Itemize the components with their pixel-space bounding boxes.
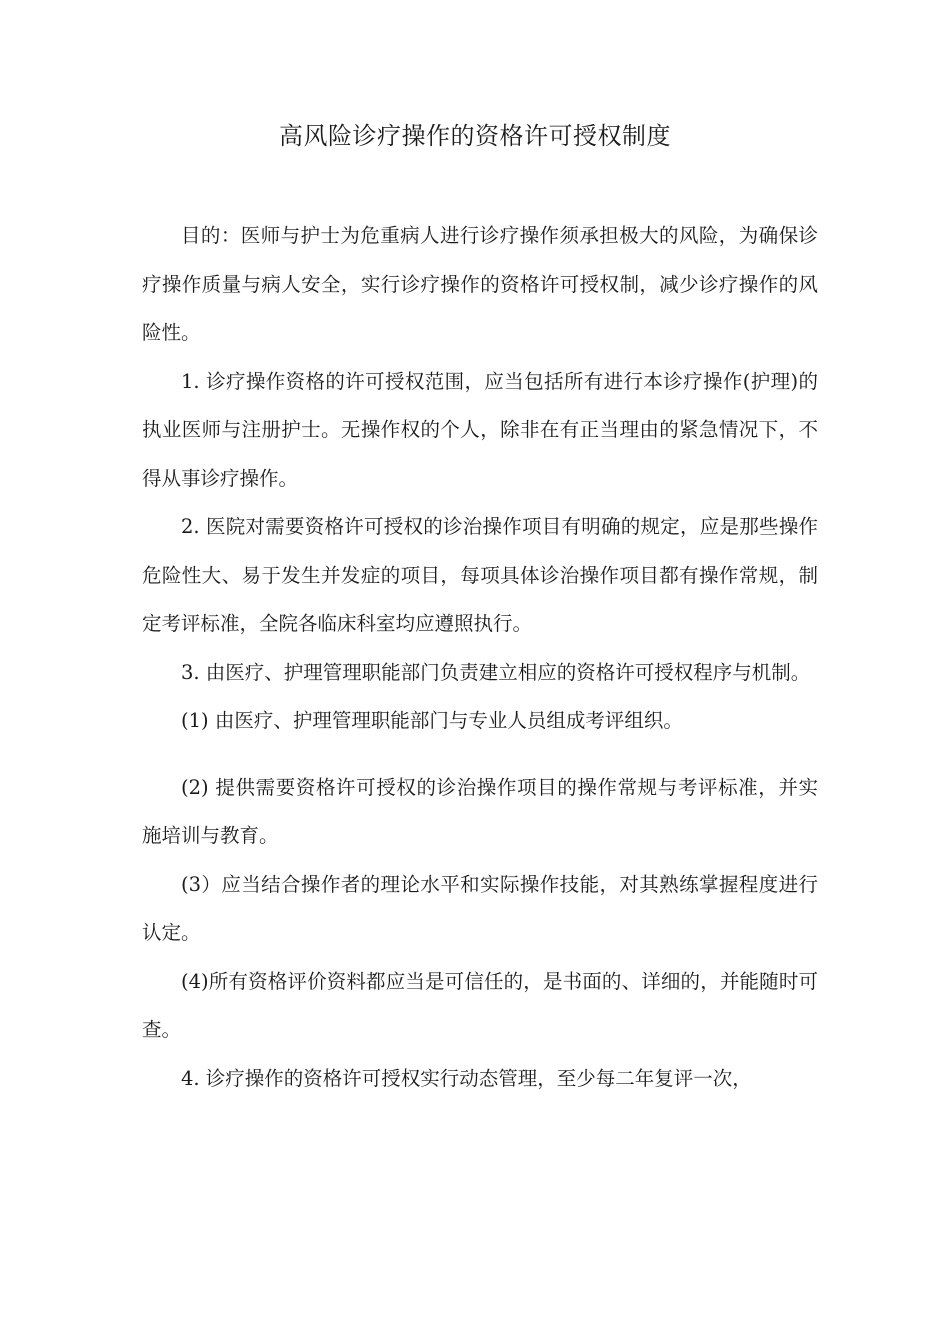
clause-3-2-paragraph: (2) 提供需要资格许可授权的诊治操作项目的操作常规与考评标准，并实施培训与教育。 <box>142 775 818 847</box>
clause-3-3-paragraph: (3）应当结合操作者的理论水平和实际操作技能，对其熟练掌握程度进行认定。 <box>142 872 818 944</box>
clause-1-paragraph: 1. 诊疗操作资格的许可授权范围，应当包括所有进行本诊疗操作(护理)的执业医师与注册护士。无操作权的个人，除非在有正当理由的紧急情况下，不得从事诊疗操作。 <box>142 369 818 490</box>
document-body <box>142 212 818 1103</box>
clause-4-paragraph: 4. 诊疗操作的资格许可授权实行动态管理，至少每二年复评一次， <box>181 1066 752 1090</box>
clause-3-4-paragraph: (4)所有资格评价资料都应当是可信任的，是书面的、详细的，并能随时可查。 <box>142 969 818 1041</box>
document-title: 高风险诊疗操作的资格许可授权制度 <box>279 122 671 150</box>
purpose-paragraph: 目的：医师与护士为危重病人进行诊疗操作须承担极大的风险，为确保诊疗操作质量与病人安全，实行诊疗操作的资格许可授权制，减少诊疗操作的风险性。 <box>142 224 818 344</box>
clause-3-1-paragraph: (1) 由医疗、护理管理职能部门与专业人员组成考评组织。 <box>181 709 683 732</box>
clause-2-paragraph: 2. 医院对需要资格许可授权的诊治操作项目有明确的规定，应是那些操作危险性大、易于发生并发症的项目，每项具体诊治操作项目都有操作常规，制定考评标准，全院各临床科室均应遵照执行。 <box>142 515 818 635</box>
clause-3-paragraph: 3. 由医疗、护理管理职能部门负责建立相应的资格许可授权程序与机制。 <box>181 660 811 684</box>
